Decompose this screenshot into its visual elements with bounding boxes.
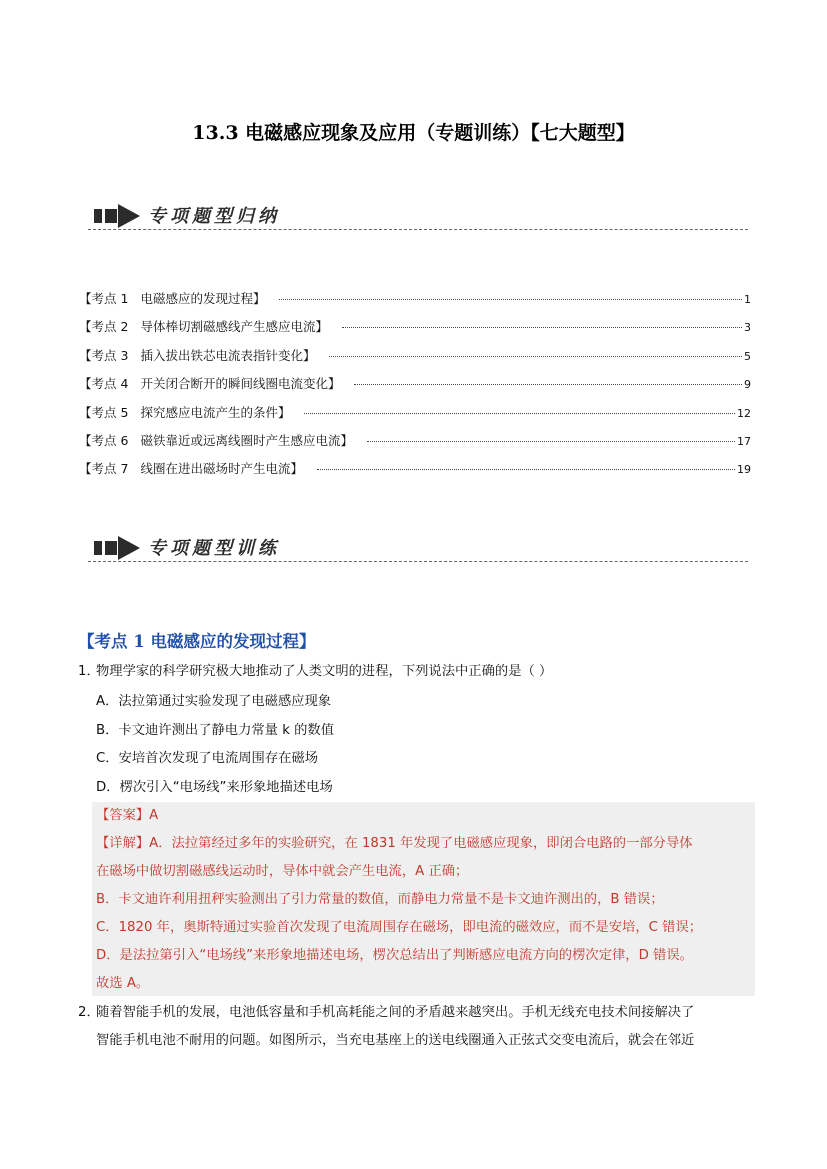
section-heading: 【考点 1 电磁感应的发现过程】 <box>78 632 316 651</box>
toc-page: 17 <box>737 434 751 448</box>
arrow-right-icon <box>94 536 140 560</box>
toc-page: 3 <box>744 321 751 335</box>
toc-row[interactable] <box>79 374 751 402</box>
divider <box>88 229 748 230</box>
option-c: C．安培首次发现了电流周围存在磁场 <box>96 751 319 766</box>
question-number: 2． <box>78 1005 100 1020</box>
toc-leader <box>342 327 742 328</box>
question-text-line: 智能手机电池不耐用的问题。如图所示，当充电基座上的送电线圈通入正弦式交变电流后，就会在邻近 <box>96 1033 695 1048</box>
toc-row[interactable] <box>79 403 751 431</box>
toc-text: 线圈在进出磁场时产生电流】 <box>140 461 303 477</box>
toc-row[interactable] <box>79 317 751 345</box>
toc-page: 9 <box>744 378 751 392</box>
question-2 <box>78 999 758 1055</box>
toc-leader <box>304 413 735 414</box>
toc-leader <box>354 384 742 385</box>
toc-text: 导体棒切割磁感线产生感应电流】 <box>140 319 328 335</box>
question-1 <box>78 658 758 686</box>
toc-key: 【考点 7 <box>79 461 129 477</box>
toc-text: 磁铁靠近或远离线圈时产生感应电流】 <box>140 432 353 448</box>
toc-key: 【考点 6 <box>79 432 129 448</box>
explanation-line: B．卡文迪许利用扭秤实验测出了引力常量的数值，而静电力常量不是卡文迪许测出的，B 错误； <box>96 892 664 907</box>
question-text-line: 随着智能手机的发展，电池低容量和手机高耗能之间的矛盾越来越突出。手机无线充电技术间接解决了 <box>96 1005 695 1020</box>
toc-key: 【考点 1 <box>79 291 129 306</box>
toc-row[interactable] <box>79 431 751 459</box>
answer-box <box>92 802 755 996</box>
arrow-right-icon <box>94 204 140 228</box>
divider <box>88 561 748 562</box>
option-b: B．卡文迪许测出了静电力常量 k 的数值 <box>96 722 335 738</box>
table-of-contents <box>79 289 751 488</box>
explanation-line: D．是法拉第引入“电场线”来形象地描述电场，楞次总结出了判断感应电流方向的楞次定律，D 错误。 <box>96 948 693 963</box>
answer-line: 【答案】A <box>96 808 159 823</box>
banner-label: 专项题型训练 <box>148 538 280 559</box>
toc-page: 1 <box>744 293 751 306</box>
toc-row[interactable] <box>79 346 751 374</box>
toc-key: 【考点 2 <box>79 319 129 335</box>
option-a: A．法拉第通过实验发现了电磁感应现象 <box>96 694 332 709</box>
banner-training <box>88 531 748 565</box>
toc-leader <box>367 441 735 442</box>
toc-key: 【考点 3 <box>79 347 129 363</box>
toc-text: 电磁感应的发现过程】 <box>140 291 266 306</box>
option-d: D．楞次引入“电场线”来形象地描述电场 <box>96 779 333 795</box>
toc-text: 插入拔出铁芯电流表指针变化】 <box>140 347 316 363</box>
toc-text: 开关闭合断开的瞬间线圈电流变化】 <box>140 376 341 392</box>
explanation-line: 在磁场中做切割磁感线运动时，导体中就会产生电流，A 正确； <box>96 864 469 879</box>
toc-row[interactable] <box>79 289 751 317</box>
toc-leader <box>279 299 742 300</box>
explanation-line: 【详解】A．法拉第经过多年的实验研究，在 1831 年发现了电磁感应现象，即闭合电路的一部分导体 <box>96 836 693 851</box>
banner-label: 专项题型归纳 <box>148 206 280 227</box>
toc-page: 12 <box>737 406 751 420</box>
toc-leader <box>317 469 735 470</box>
question-text: 物理学家的科学研究极大地推动了人类文明的进程，下列说法中正确的是（ ） <box>96 664 553 679</box>
toc-page: 5 <box>744 349 751 363</box>
explanation-line: C．1820 年，奥斯特通过实验首次发现了电流周围存在磁场，即电流的磁效应，而不是安培，C 错误； <box>96 920 703 935</box>
page-title: 13.3 电磁感应现象及应用（专题训练）【七大题型】 <box>192 122 635 144</box>
conclusion-line: 故选 A。 <box>96 976 150 991</box>
toc-key: 【考点 5 <box>79 404 129 420</box>
toc-page: 19 <box>737 463 751 477</box>
question-number: 1． <box>78 664 100 679</box>
toc-key: 【考点 4 <box>79 376 129 392</box>
question-options <box>96 688 334 802</box>
banner-summary <box>88 199 748 233</box>
toc-leader <box>329 356 742 357</box>
toc-row[interactable] <box>79 459 751 487</box>
toc-text: 探究感应电流产生的条件】 <box>140 404 291 420</box>
